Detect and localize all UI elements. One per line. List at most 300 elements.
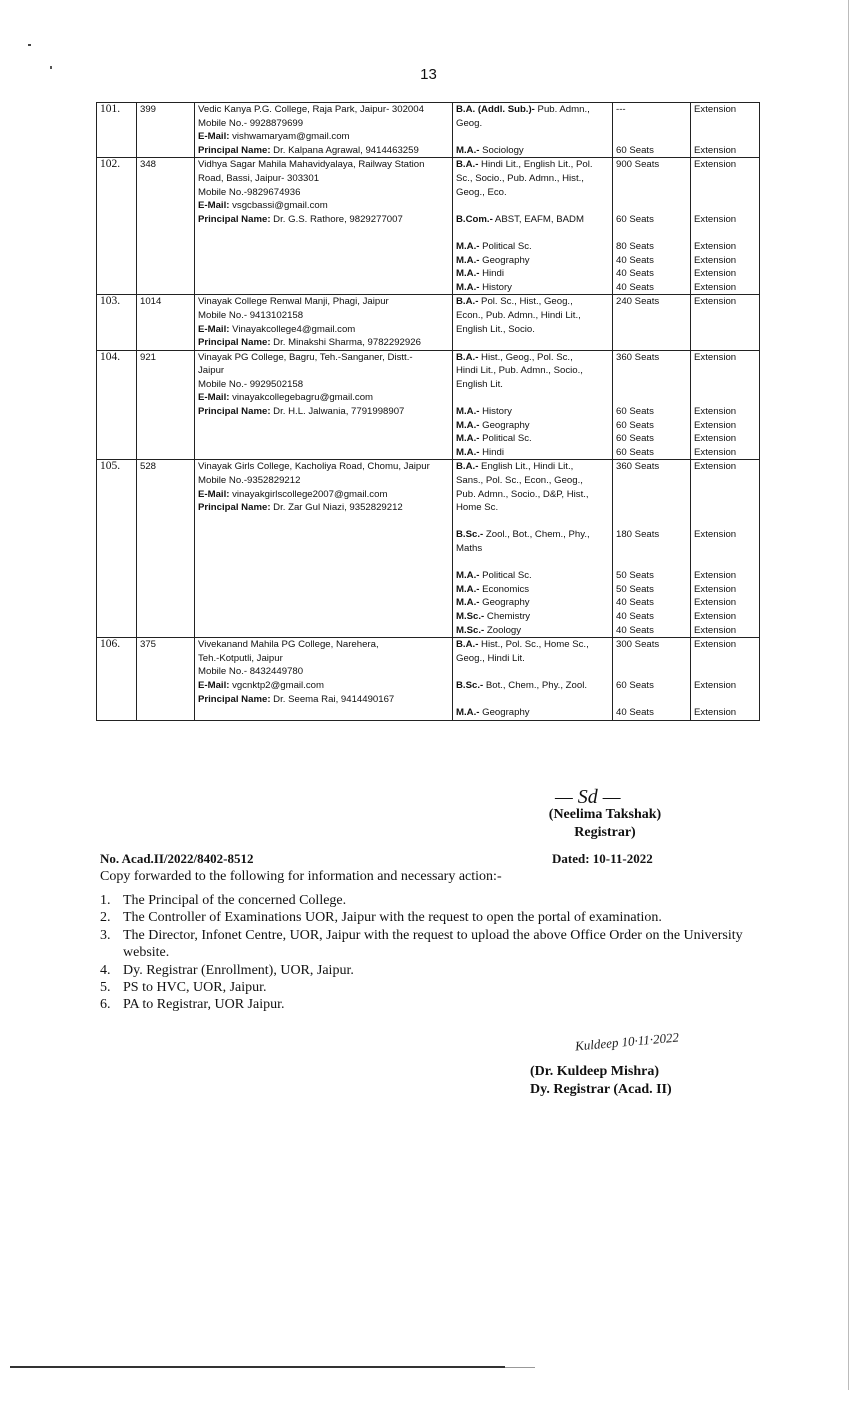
blank-line [694, 130, 756, 144]
status-value: Extension [694, 104, 737, 115]
college-detail-line [198, 186, 449, 200]
line-text: Geog. [456, 117, 483, 129]
status-value: Extension [694, 461, 737, 473]
college-detail-line [198, 144, 449, 158]
copy-list-item [100, 909, 760, 926]
line-text: vsgcbassi@gmail.com [229, 200, 328, 212]
course-line [456, 213, 609, 227]
seats-value: 40 Seats [616, 624, 654, 636]
bold-label: M.A.- [456, 144, 480, 156]
blank-line [456, 693, 609, 707]
college-detail-line [198, 391, 449, 405]
college-details-cell [195, 638, 453, 721]
course-line [456, 501, 609, 515]
seats-value: 60 Seats [616, 446, 654, 458]
college-detail-line [198, 130, 449, 144]
status-value [694, 474, 756, 488]
seats-value [616, 117, 687, 131]
bold-label: B.Com.- [456, 213, 493, 225]
blank-line [616, 665, 687, 679]
bold-label: Principal Name: [198, 144, 271, 156]
college-detail-line [198, 638, 449, 652]
seats-value: 60 Seats [616, 419, 654, 431]
line-text: Economics [479, 583, 530, 595]
status-value: Extension [694, 679, 737, 691]
status-value [694, 652, 756, 666]
serial-number-cell: 101. [97, 103, 137, 158]
status-value: Extension [694, 268, 737, 280]
course-line [456, 419, 609, 433]
line-text: Vivekanand Mahila PG College, Narehera, [198, 639, 379, 651]
line-text: Dr. Kalpana Agrawal, 9414463259 [270, 144, 419, 156]
scan-speck [28, 44, 31, 46]
status-value [694, 323, 756, 337]
sd-mark: — Sd — [555, 786, 621, 808]
college-detail-line [198, 665, 449, 679]
seats-value: 180 Seats [616, 529, 660, 541]
table-row [97, 103, 760, 158]
line-text: Political Sc. [479, 240, 532, 252]
course-line [456, 542, 609, 556]
college-details-cell [195, 350, 453, 460]
college-detail-line [198, 323, 449, 337]
copy-list-text: PA to Registrar, UOR Jaipur. [123, 997, 285, 1013]
table-row [97, 295, 760, 350]
course-line [456, 117, 609, 131]
status-value [694, 542, 756, 556]
line-text: Geog., Hindi Lit. [456, 652, 525, 664]
dy-registrar-title: Dy. Registrar (Acad. II) [530, 1081, 672, 1097]
course-line [456, 706, 609, 720]
line-text: Political Sc. [479, 433, 532, 445]
copy-list-number: 3. [100, 927, 111, 943]
line-text: Mobile No.- 8432449780 [198, 666, 304, 678]
blank-line [456, 130, 609, 144]
line-text: Mobile No.- 9928879699 [198, 117, 304, 129]
line-text: History [479, 406, 512, 418]
bold-label: E-Mail: [198, 323, 230, 335]
line-text: Dr. H.L. Jalwania, 7791998907 [270, 406, 405, 418]
course-line [456, 610, 609, 624]
course-line [456, 569, 609, 583]
course-line [456, 267, 609, 281]
seats-value [616, 186, 687, 200]
course-line [456, 254, 609, 268]
college-details-cell [195, 295, 453, 350]
blank-line [616, 130, 687, 144]
status-cell [691, 350, 760, 460]
course-line [456, 378, 609, 392]
seats-value: 300 Seats [616, 639, 660, 651]
line-text: vinayakgirlscollege2007@gmail.com [229, 488, 388, 500]
course-line [456, 460, 609, 474]
copy-list-text: The Principal of the concerned College. [123, 893, 347, 908]
course-line [456, 351, 609, 365]
bold-label: M.A.- [456, 254, 480, 266]
seats-value: 900 Seats [616, 159, 660, 171]
reference-number: No. Acad.II/2022/8402-8512 [100, 851, 254, 866]
bold-label: B.A.- [456, 639, 479, 651]
status-value: Extension [694, 159, 737, 171]
seats-value: 360 Seats [616, 461, 660, 473]
page-number: 13 [420, 66, 437, 83]
college-detail-line [198, 488, 449, 502]
courses-cell [453, 460, 613, 638]
courses-cell [453, 158, 613, 295]
course-line [456, 323, 609, 337]
registrar-name: (Neelima Takshak) [548, 807, 662, 822]
copy-list-number: 6. [100, 997, 111, 1013]
status-value: Extension [694, 254, 737, 266]
status-value: Extension [694, 433, 737, 445]
seats-cell [613, 350, 691, 460]
line-text: Mobile No.- 9929502158 [198, 378, 304, 390]
course-line [456, 638, 609, 652]
bold-label: E-Mail: [198, 200, 230, 212]
line-text: Hindi [479, 446, 504, 458]
line-text: Jaipur [198, 365, 225, 377]
status-value: Extension [694, 419, 737, 431]
college-detail-line [198, 336, 449, 350]
line-text: English Lit. [456, 378, 503, 390]
copy-list-text: PS to HVC, UOR, Jaipur. [123, 980, 267, 996]
blank-line [616, 199, 687, 213]
bold-label: M.A.- [456, 446, 480, 458]
line-text: English Lit., Socio. [456, 323, 535, 335]
seats-value: 240 Seats [616, 296, 660, 308]
college-code-cell: 921 [137, 350, 195, 460]
college-detail-line [198, 405, 449, 419]
serial-number-cell: 102. [97, 158, 137, 295]
blank-line [694, 226, 756, 240]
course-line [456, 446, 609, 460]
college-detail-line [198, 117, 449, 131]
blank-line [456, 515, 609, 529]
seats-value: 40 Seats [616, 610, 654, 622]
status-value [694, 186, 756, 200]
status-value: Extension [694, 281, 737, 293]
blank-line [456, 199, 609, 213]
seats-value [616, 172, 687, 186]
courses-cell [453, 295, 613, 350]
line-text: vishwamaryam@gmail.com [229, 131, 350, 143]
scan-edge-line [848, 0, 849, 1390]
course-line [456, 281, 609, 295]
status-value: Extension [694, 446, 737, 458]
college-detail-line [198, 693, 449, 707]
status-value [694, 364, 756, 378]
serial-number-cell: 105. [97, 460, 137, 638]
line-text: Hindi Lit., English Lit., Pol. [478, 159, 593, 171]
college-code-cell: 399 [137, 103, 195, 158]
college-detail-line [198, 474, 449, 488]
copy-list-item [100, 979, 760, 996]
college-detail-line [198, 351, 449, 365]
table-row [97, 350, 760, 460]
college-detail-line [198, 460, 449, 474]
status-value [694, 378, 756, 392]
bold-label: B.A.- [456, 296, 479, 308]
college-code-cell: 1014 [137, 295, 195, 350]
line-text: Home Sc. [456, 502, 499, 514]
college-code-cell: 528 [137, 460, 195, 638]
college-detail-line [198, 158, 449, 172]
line-text: Bot., Chem., Phy., Zool. [483, 679, 587, 691]
line-text: Dr. G.S. Rathore, 9829277007 [270, 213, 403, 225]
line-text: Hindi [479, 268, 504, 280]
line-text: Vinayak College Renwal Manji, Phagi, Jaipur [198, 296, 389, 308]
table-row [97, 460, 760, 638]
line-text: Geography [479, 597, 530, 609]
bold-label: Principal Name: [198, 337, 271, 349]
line-text: Pub. Admn., [534, 104, 590, 115]
course-line [456, 295, 609, 309]
line-text: Dr. Zar Gul Niazi, 9352829212 [270, 502, 403, 514]
table-row [97, 638, 760, 721]
status-value: Extension [694, 624, 737, 636]
line-text: Sans., Pol. Sc., Econ., Geog., [456, 475, 583, 487]
college-detail-line [198, 172, 449, 186]
seats-value: 60 Seats [616, 213, 654, 225]
status-value: Extension [694, 707, 737, 719]
status-value: Extension [694, 213, 737, 225]
handwritten-signature: Kuldeep 10·11·2022 [574, 1029, 680, 1054]
bold-label: B.Sc.- [456, 529, 484, 541]
copy-list-item [100, 962, 760, 979]
status-value: Extension [694, 610, 737, 622]
status-value: Extension [694, 296, 737, 308]
seats-value: 60 Seats [616, 679, 654, 691]
courses-cell [453, 103, 613, 158]
line-text: Mobile No.-9352829212 [198, 475, 301, 487]
college-details-cell [195, 103, 453, 158]
college-detail-line [198, 364, 449, 378]
seats-value: 80 Seats [616, 240, 654, 252]
seats-value [616, 488, 687, 502]
line-text: Pub. Admn., Socio., D&P, Hist., [456, 488, 589, 500]
dy-registrar-name: (Dr. Kuldeep Mishra) [530, 1064, 659, 1079]
line-text: Mobile No.-9829674936 [198, 186, 301, 198]
status-cell [691, 103, 760, 158]
seats-value: 40 Seats [616, 597, 654, 609]
copy-list-item [100, 927, 760, 962]
status-cell [691, 295, 760, 350]
line-text: History [479, 281, 512, 293]
college-detail-line [198, 501, 449, 515]
line-text: Chemistry [484, 610, 531, 622]
bold-label: M.A.- [456, 597, 480, 609]
registrar-signature-block [541, 806, 669, 842]
line-text: Zoology [484, 624, 522, 636]
bold-label: E-Mail: [198, 392, 230, 404]
bold-label: M.Sc.- [456, 610, 485, 622]
bold-label: B.A. (Addl. Sub.)- [456, 104, 535, 115]
college-detail-line [198, 103, 449, 117]
line-text: Sc., Socio., Pub. Admn., Hist., [456, 172, 584, 184]
line-text: Sociology [479, 144, 524, 156]
course-line [456, 186, 609, 200]
copy-list-number: 2. [100, 910, 111, 926]
copy-list-item [100, 892, 760, 909]
blank-line [616, 391, 687, 405]
seats-value [616, 309, 687, 323]
line-text: Mobile No.- 9413102158 [198, 309, 304, 321]
copy-forwarded-list [100, 892, 760, 1014]
seats-value: 50 Seats [616, 583, 654, 595]
line-text: Geography [479, 254, 530, 266]
serial-number-cell: 106. [97, 638, 137, 721]
course-line [456, 364, 609, 378]
course-line [456, 652, 609, 666]
status-value [694, 309, 756, 323]
seats-value [616, 323, 687, 337]
bold-label: E-Mail: [198, 131, 230, 143]
line-text: Vidhya Sagar Mahila Mahavidyalaya, Railway Station [198, 159, 425, 171]
status-value: Extension [694, 351, 737, 363]
line-text: Geography [479, 707, 530, 719]
blank-line [694, 693, 756, 707]
status-value [694, 501, 756, 515]
seats-value: 40 Seats [616, 281, 654, 293]
seats-value [616, 474, 687, 488]
colleges-table-body [97, 103, 760, 721]
dy-registrar-signature-block [530, 1063, 672, 1098]
seats-value [616, 501, 687, 515]
courses-cell [453, 638, 613, 721]
course-line [456, 103, 609, 117]
seats-value [616, 378, 687, 392]
course-line [456, 583, 609, 597]
line-text: Political Sc. [479, 570, 532, 582]
line-text: Road, Bassi, Jaipur- 303301 [198, 172, 320, 184]
line-text: Zool., Bot., Chem., Phy., [483, 529, 590, 541]
scan-bottom-line [10, 1366, 505, 1368]
bold-label: Principal Name: [198, 213, 271, 225]
status-value: Extension [694, 144, 737, 156]
line-text: ABST, EAFM, BADM [492, 213, 584, 225]
blank-line [694, 199, 756, 213]
copy-list-text: The Controller of Examinations UOR, Jaipur with the request to open the portal of examination. [123, 910, 662, 926]
blank-line [616, 226, 687, 240]
bold-label: Principal Name: [198, 406, 271, 418]
status-value: Extension [694, 240, 737, 252]
bold-label: M.A.- [456, 707, 480, 719]
status-value: Extension [694, 639, 737, 651]
blank-line [616, 693, 687, 707]
line-text: Geog., Eco. [456, 186, 507, 198]
bold-label: B.A.- [456, 351, 479, 363]
table-row [97, 158, 760, 295]
line-text: Hist., Geog., Pol. Sc., [478, 351, 573, 363]
line-text: Hindi Lit., Pub. Admn., Socio., [456, 365, 583, 377]
blank-line [616, 515, 687, 529]
course-line [456, 488, 609, 502]
seats-value: --- [616, 104, 626, 115]
bold-label: M.Sc.- [456, 624, 485, 636]
status-value: Extension [694, 529, 737, 541]
seats-value: 40 Seats [616, 268, 654, 280]
college-detail-line [198, 213, 449, 227]
line-text: Econ., Pub. Admn., Hindi Lit., [456, 309, 581, 321]
course-line [456, 432, 609, 446]
seats-value: 60 Seats [616, 433, 654, 445]
course-line [456, 144, 609, 158]
blank-line [456, 556, 609, 570]
blank-line [456, 665, 609, 679]
line-text: Geography [479, 419, 530, 431]
bold-label: B.Sc.- [456, 679, 484, 691]
bold-label: E-Mail: [198, 488, 230, 500]
bold-label: M.A.- [456, 419, 480, 431]
line-text: Teh.-Kotputli, Jaipur [198, 652, 283, 664]
copy-list-text: Dy. Registrar (Enrollment), UOR, Jaipur. [123, 962, 354, 978]
bold-label: M.A.- [456, 433, 480, 445]
bold-label: M.A.- [456, 268, 480, 280]
bold-label: B.A.- [456, 159, 479, 171]
course-line [456, 596, 609, 610]
blank-line [456, 391, 609, 405]
registrar-title: Registrar) [574, 825, 636, 840]
college-details-cell [195, 158, 453, 295]
college-details-cell [195, 460, 453, 638]
line-text: Maths [456, 543, 483, 554]
seats-value: 40 Seats [616, 254, 654, 266]
bold-label: M.A.- [456, 583, 480, 595]
course-line [456, 309, 609, 323]
bold-label: M.A.- [456, 406, 480, 418]
bold-label: E-Mail: [198, 679, 230, 691]
blank-line [616, 556, 687, 570]
course-line [456, 158, 609, 172]
copy-list-item [100, 996, 760, 1013]
blank-line [456, 226, 609, 240]
scan-bottom-line [505, 1367, 535, 1368]
status-value [694, 117, 756, 131]
seats-cell [613, 638, 691, 721]
status-value: Extension [694, 406, 737, 418]
seats-value [616, 542, 687, 556]
bold-label: M.A.- [456, 240, 480, 252]
courses-cell [453, 350, 613, 460]
line-text: Vedic Kanya P.G. College, Raja Park, Jaipur- 302004 [198, 104, 424, 115]
copy-list-number: 4. [100, 962, 111, 978]
copy-list-number: 1. [100, 893, 111, 908]
bold-label: B.A.- [456, 461, 479, 473]
bold-label: M.A.- [456, 570, 480, 582]
line-text: vinayakcollegebagru@gmail.com [229, 392, 374, 404]
college-detail-line [198, 378, 449, 392]
line-text: Vinayakcollege4@gmail.com [229, 323, 356, 335]
course-line [456, 679, 609, 693]
college-code-cell: 375 [137, 638, 195, 721]
bold-label: Principal Name: [198, 502, 271, 514]
bold-label: Principal Name: [198, 693, 271, 705]
seats-value [616, 364, 687, 378]
college-detail-line [198, 309, 449, 323]
line-text: Dr. Minakshi Sharma, 9782292926 [270, 337, 421, 349]
status-value [694, 488, 756, 502]
seats-cell [613, 158, 691, 295]
line-text: Pol. Sc., Hist., Geog., [478, 296, 573, 308]
seats-value: 60 Seats [616, 144, 654, 156]
copy-forwarded-intro: Copy forwarded to the following for information and necessary action:- [100, 869, 502, 884]
line-text: Vinayak PG College, Bagru, Teh.-Sanganer, Distt.- [198, 351, 413, 363]
status-value: Extension [694, 570, 737, 582]
blank-line [694, 391, 756, 405]
line-text: Dr. Seema Rai, 9414490167 [270, 693, 395, 705]
college-detail-line [198, 679, 449, 693]
seats-value [616, 652, 687, 666]
